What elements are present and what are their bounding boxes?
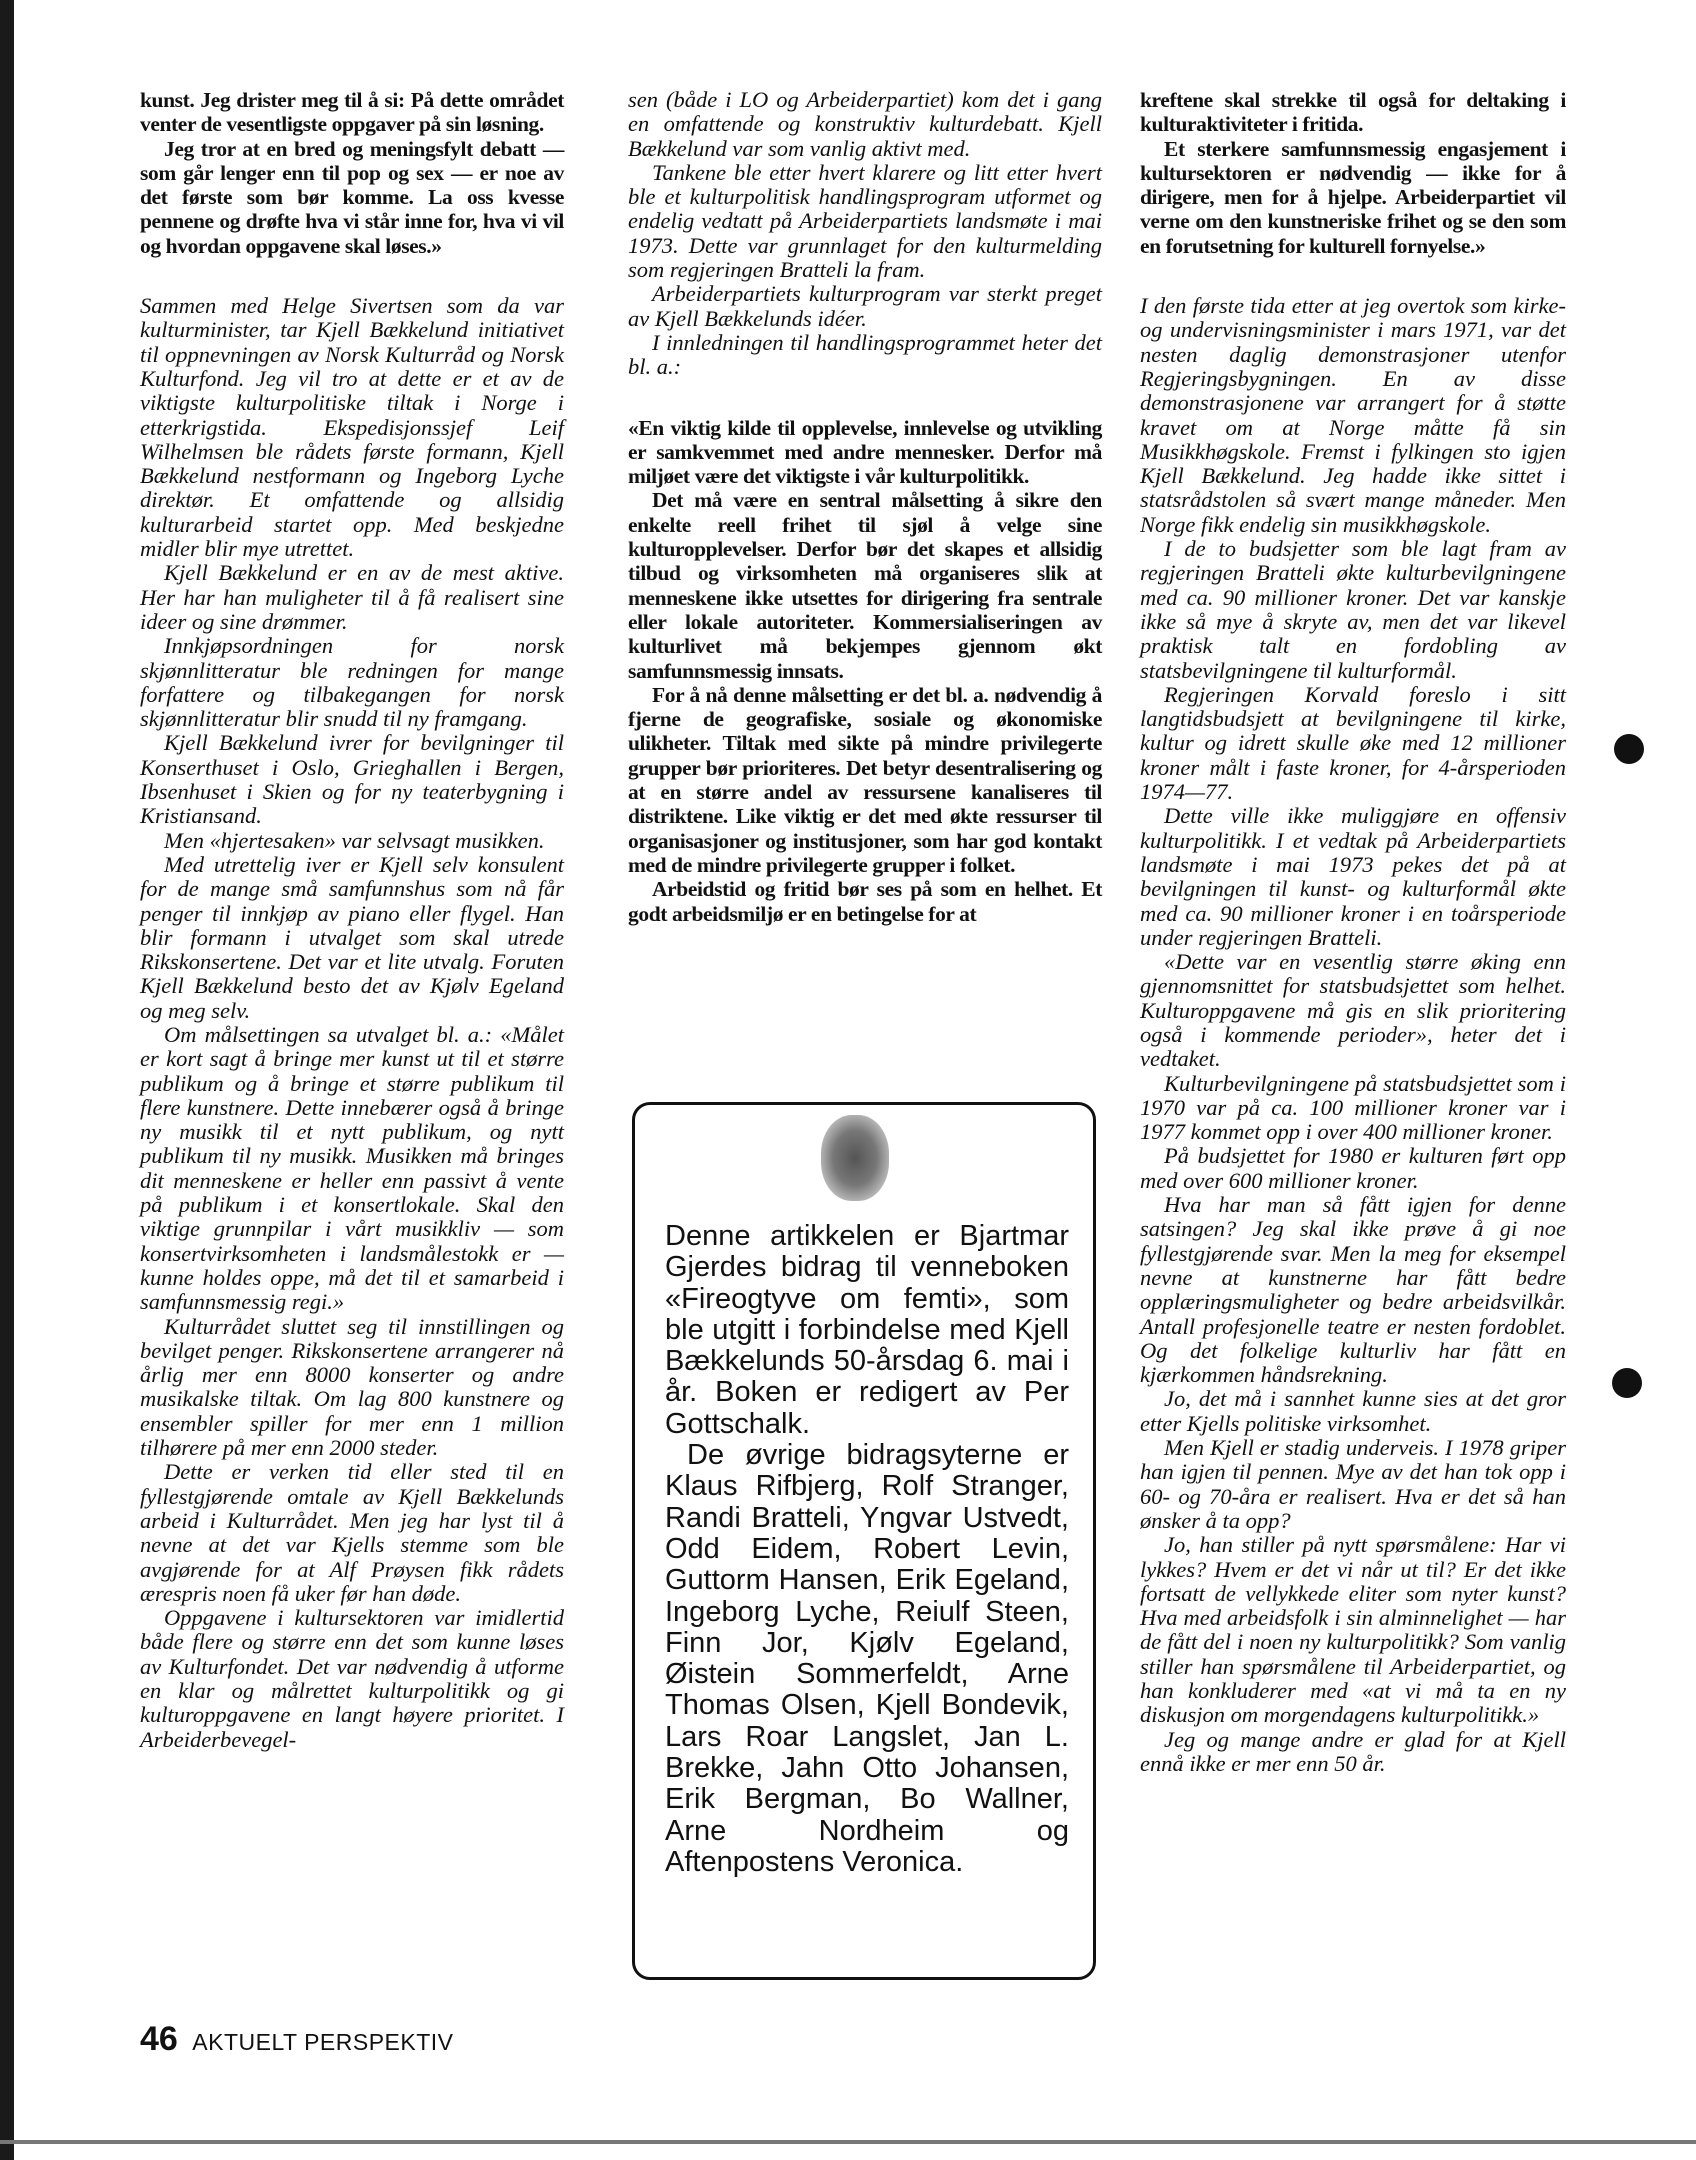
italic-paragraph: Tankene ble etter hvert klarere og litt etter hvert ble et kulturpolitisk handlingsprogram utformet og endelig vedtatt på Arbeiderpartiets landsmøte i mai 1973. Dette var grunnlaget for den kulturmelding som regjeringen Bratteli la fram. xyxy=(628,159,1102,283)
page-footer xyxy=(140,2020,454,2059)
portrait-photo xyxy=(821,1115,889,1201)
article-column-3 xyxy=(1140,88,1566,1776)
info-box xyxy=(632,1102,1096,1980)
margin-ornament-icon xyxy=(1612,1368,1642,1398)
scan-page-edge xyxy=(0,0,14,2160)
margin-ornament-icon xyxy=(1614,734,1644,764)
article-column-2 xyxy=(628,88,1102,926)
italic-paragraph: Regjeringen Korvald foreslo i sitt langtidsbudsjett at bevilgningene til kirke, kultur og idrett skulle øke med 12 millioner kroner målt i faste kroner, for 4-årsperioden 1974—77. xyxy=(1140,681,1566,805)
italic-paragraph: Arbeiderpartiets kulturprogram var sterkt preget av Kjell Bækkelunds idéer. xyxy=(628,281,1102,331)
italic-paragraph: Kulturrådet sluttet seg til innstillingen og bevilget penger. Rikskonsertene arrangerer nå årlig mer enn 8000 konserter og andre musikalske tiltak. Om lag 800 kunstnere og ensembler spiller for mer enn 1 million tilhørere på mer enn 2000 steder. xyxy=(140,1313,564,1461)
italic-paragraph: Dette ville ikke muliggjøre en offensiv kulturpolitikk. I et vedtak på Arbeiderpartiets landsmøte i mai 1973 pekes det på at bevilgningen til kunst- og kulturformål økte med ca. 90 millioner kroner i en toårsperiode under regjeringen Bratteli. xyxy=(1140,803,1566,950)
bold-paragraph: Det må være en sentral målsetting å sikre den enkelte reell frihet til sjøl å velge sine kulturopplevelser. Derfor bør det skapes et allsidig tilbud og virksomheten må organiseres slik at menneskene ikke utsettes for dirigering fra sentrale eller lokale autoriteter. Kommersialiseringen av kulturlivet må bekjempes gjennom økt samfunnsmessig innsats. xyxy=(628,488,1102,683)
italic-paragraph: Med utrettelig iver er Kjell selv konsulent for de mange små samfunnshus som nå får penger til innkjøp av piano eller flygel. Han blir formann i utvalget som skal utrede Rikskonsertene. Det var et lite utvalg. Foruten Kjell Bækkelund besto det av Kjølv Egeland og meg selv. xyxy=(140,851,564,1023)
bold-paragraph: Jeg tror at en bred og meningsfylt debatt — som går lenger enn til pop og sex — er noe av det første som bør komme. La oss kvesse pennene og drøfte hva vi står inne for, hva vi vil og hvordan oppgavene skal løses.» xyxy=(140,136,564,258)
italic-paragraph: Jeg og mange andre er glad for at Kjell ennå ikke er mer enn 50 år. xyxy=(1140,1726,1566,1776)
bold-paragraph: kunst. Jeg drister meg til å si: På dette området venter de vesentligste oppgaver på sin løsning. xyxy=(140,88,564,137)
italic-paragraph: Men «hjertesaken» var selvsagt musikken. xyxy=(164,827,545,853)
italic-paragraph: Kulturbevilgningene på statsbudsjettet som i 1970 var på ca. 100 millioner kroner var i 1977 kommet opp i over 400 millioner kroner. xyxy=(1140,1070,1566,1145)
italic-paragraph: sen (både i LO og Arbeiderpartiet) kom det i gang en omfattende og konstruktiv kulturdebatt. Kjell Bækkelund var som vanlig aktivt med. xyxy=(628,87,1102,161)
italic-paragraph: «Dette var en vesentlig større øking enn gjennomsnittet for statsbudsjettet som helhet. Kulturoppgavene må gis en slik prioritering også i kommende perioder», heter det i vedtaket. xyxy=(1140,949,1566,1072)
italic-paragraph: Innkjøpsordningen for norsk skjønnlitteratur ble redningen for mange forfattere og tilbakegangen for norsk skjønnlitteratur blir snudd til ny framgang. xyxy=(140,633,564,732)
info-box-paragraph: Denne artikkelen er Bjartmar Gjerdes bidrag til venneboken «Fireogtyve om femti», som ble utgitt i forbindelse med Kjell Bækkelunds 50-årsdag 6. mai i år. Boken er redigert av Per Gottschalk. xyxy=(665,1220,1069,1440)
info-box-paragraph: De øvrige bidragsyterne er Klaus Rifbjerg, Rolf Stranger, Randi Bratteli, Yngvar Ustvedt, Odd Eidem, Robert Levin, Guttorm Hansen, Erik Egeland, Ingeborg Lyche, Reiulf Steen, Finn Jor, Kjølv Egeland, Øistein Sommerfeldt, Arne Thomas Olsen, Kjell Bondevik, Lars Roar Langslet, Jan L. Brekke, Jahn Otto Johansen, Erik Bergman, Bo Wallner, Arne Nordheim og Aftenpostens Veronica. xyxy=(665,1439,1069,1878)
bold-paragraph: Et sterkere samfunnsmessig engasjement i kultursektoren er nødvendig — ikke for å dirigere, men for å hjelpe. Arbeiderpartiet vil verne om den kunstneriske frihet og se den som en forutsetning for kulturell fornyelse.» xyxy=(1140,136,1566,258)
bold-paragraph: Arbeidstid og fritid bør ses på som en helhet. Et godt arbeidsmiljø er en betingelse for at xyxy=(628,877,1102,926)
page-number: 46 xyxy=(140,2020,178,2058)
bold-paragraph: «En viktig kilde til opplevelse, innlevelse og utvikling er samkvemmet med andre mennesker. Derfor må miljøet være det viktigste i vår kulturpolitikk. xyxy=(628,415,1102,489)
article-column-1 xyxy=(140,88,564,1752)
italic-paragraph: På budsjettet for 1980 er kulturen ført opp med over 600 millioner kroner. xyxy=(1140,1143,1566,1193)
italic-paragraph: Om målsettingen sa utvalget bl. a.: «Målet er kort sagt å bringe mer kunst ut til et større publikum og å bringe et større publikum til flere kunstnere. Dette innebærer også å bringe ny musikk til et nytt publikum, og nytt publikum til ny musikk. Musikken må bringes dit menneskene er heller enn passivt å vente på publikum i et konsertlokale. Skal den viktige grunnpilar i vårt musikkliv — som konsertvirksomheten i landsmålestokk er — kunne holdes oppe, må det til et samarbeid i samfunnsmessig regi.» xyxy=(140,1021,564,1315)
bold-paragraph: kreftene skal strekke til også for deltaking i kulturaktiviteter i fritida. xyxy=(1140,88,1566,137)
italic-paragraph: Kjell Bækkelund ivrer for bevilgninger til Konserthuset i Oslo, Grieghallen i Bergen, Ibsenhuset i Skien og for ny teaterbygning i Kristiansand. xyxy=(140,730,564,829)
italic-paragraph: Sammen med Helge Sivertsen som da var kulturminister, tar Kjell Bækkelund initiativet til oppnevningen av Norsk Kulturråd og Norsk Kulturfond. Jeg vil tro at dette er et av de viktigste kulturpolitiske tiltak i Norge i etterkrigstida. Ekspedisjonssjef Leif Wilhelmsen ble rådets første formann, Kjell Bækkelund nestformann og Ingeborg Lyche direktør. Et omfattende og allsidig kulturarbeid startet opp. Med beskjedne midler blir mye utrettet. xyxy=(140,293,564,562)
info-box-text xyxy=(665,1221,1069,1878)
italic-paragraph: Hva har man så fått igjen for denne satsingen? Jeg skal ikke prøve å gi noe fyllestgjørende svar. Men la meg for eksempel nevne at kunstnerne har fått bedre opplæringsmuligheter og bedre arbeidsvilkår. Antall profesjonelle teatre er nesten fordoblet. Og det folkelige kulturliv har fått en kjærkommen håndsrekning. xyxy=(1140,1192,1566,1388)
italic-paragraph: I den første tida etter at jeg overtok som kirke- og undervisningsminister i mars 1971, var det nesten daglig demonstrasjoner utenfor Regjeringsbygningen. En av disse demonstrasjonene var arrangert for å støtte kravet om at Norge måtte få sin Musikkhøgskole. Fremst i fylkingen sto igjen Kjell Bækkelund. Jeg hadde ikke sittet i statsrådstolen så svært mange måneder. Men Norge fikk endelig sin musikkhøgskole. xyxy=(1140,293,1566,537)
italic-paragraph: I innledningen til handlingsprogrammet heter det bl. a.: xyxy=(628,329,1102,380)
magazine-name: AKTUELT PERSPEKTIV xyxy=(192,2029,454,2055)
italic-paragraph: I de to budsjetter som ble lagt fram av regjeringen Bratteli økte kulturbevilgningene med ca. 90 millioner kroner. Det var kanskje ikke så mye å skryte av, men det var likevel praktisk talt en fordobling av statsbevilgningene til kulturformål. xyxy=(1140,536,1566,683)
italic-paragraph: Jo, han stiller på nytt spørsmålene: Har vi lykkes? Hvem er det vi når ut til? Er det ikke fortsatt de vellykkede eliter som nyter kunst? Hva med arbeidsfolk i sin alminnelighet — har de fått del i noen ny kulturpolitikk? Som vanlig stiller han spørsmålene til Arbeiderpartiet, og han konkluderer med «at vi må ta en ny diskusjon om morgendagens kulturpolitikk.» xyxy=(1140,1532,1566,1728)
scan-bottom-edge xyxy=(0,2140,1696,2144)
italic-paragraph: Jo, det må i sannhet kunne sies at det gror etter Kjells politiske virksomhet. xyxy=(1140,1386,1566,1436)
italic-paragraph: Oppgavene i kultursektoren var imidlertid både flere og større enn det som kunne løses av Kulturfondet. Det var nødvendig å utforme en klar og målrettet kulturpolitikk og gi kulturoppgavene en langt høyere prioritet. I Arbeiderbevegel- xyxy=(140,1605,564,1752)
bold-paragraph: For å nå denne målsetting er det bl. a. nødvendig å fjerne de geografiske, sosiale og økonomiske ulikheter. Tiltak med sikte på mindre privilegerte grupper bør prioriteres. Det betyr desentralisering og at en større andel av ressursene kanaliseres til distriktene. Like viktig er det med økte ressurser til organisasjoner og institusjoner, som har god kontakt med de mindre privilegerte grupper i folket. xyxy=(628,682,1102,877)
italic-paragraph: Dette er verken tid eller sted til en fyllestgjørende omtale av Kjell Bækkelunds arbeid i Kulturrådet. Men jeg har lyst til å nevne at det var Kjells stemme som ble avgjørende for at Alf Prøysen fikk rådets ærespris noen få uker før han døde. xyxy=(140,1459,564,1606)
italic-paragraph: Kjell Bækkelund er en av de mest aktive. Her har han muligheter til å få realisert sine ideer og sine drømmer. xyxy=(140,560,564,634)
italic-paragraph: Men Kjell er stadig underveis. I 1978 griper han igjen til pennen. Mye av det han tok opp i 60- og 70-åra er realisert. Hva er det så han ønsker å ta opp? xyxy=(1140,1435,1566,1533)
